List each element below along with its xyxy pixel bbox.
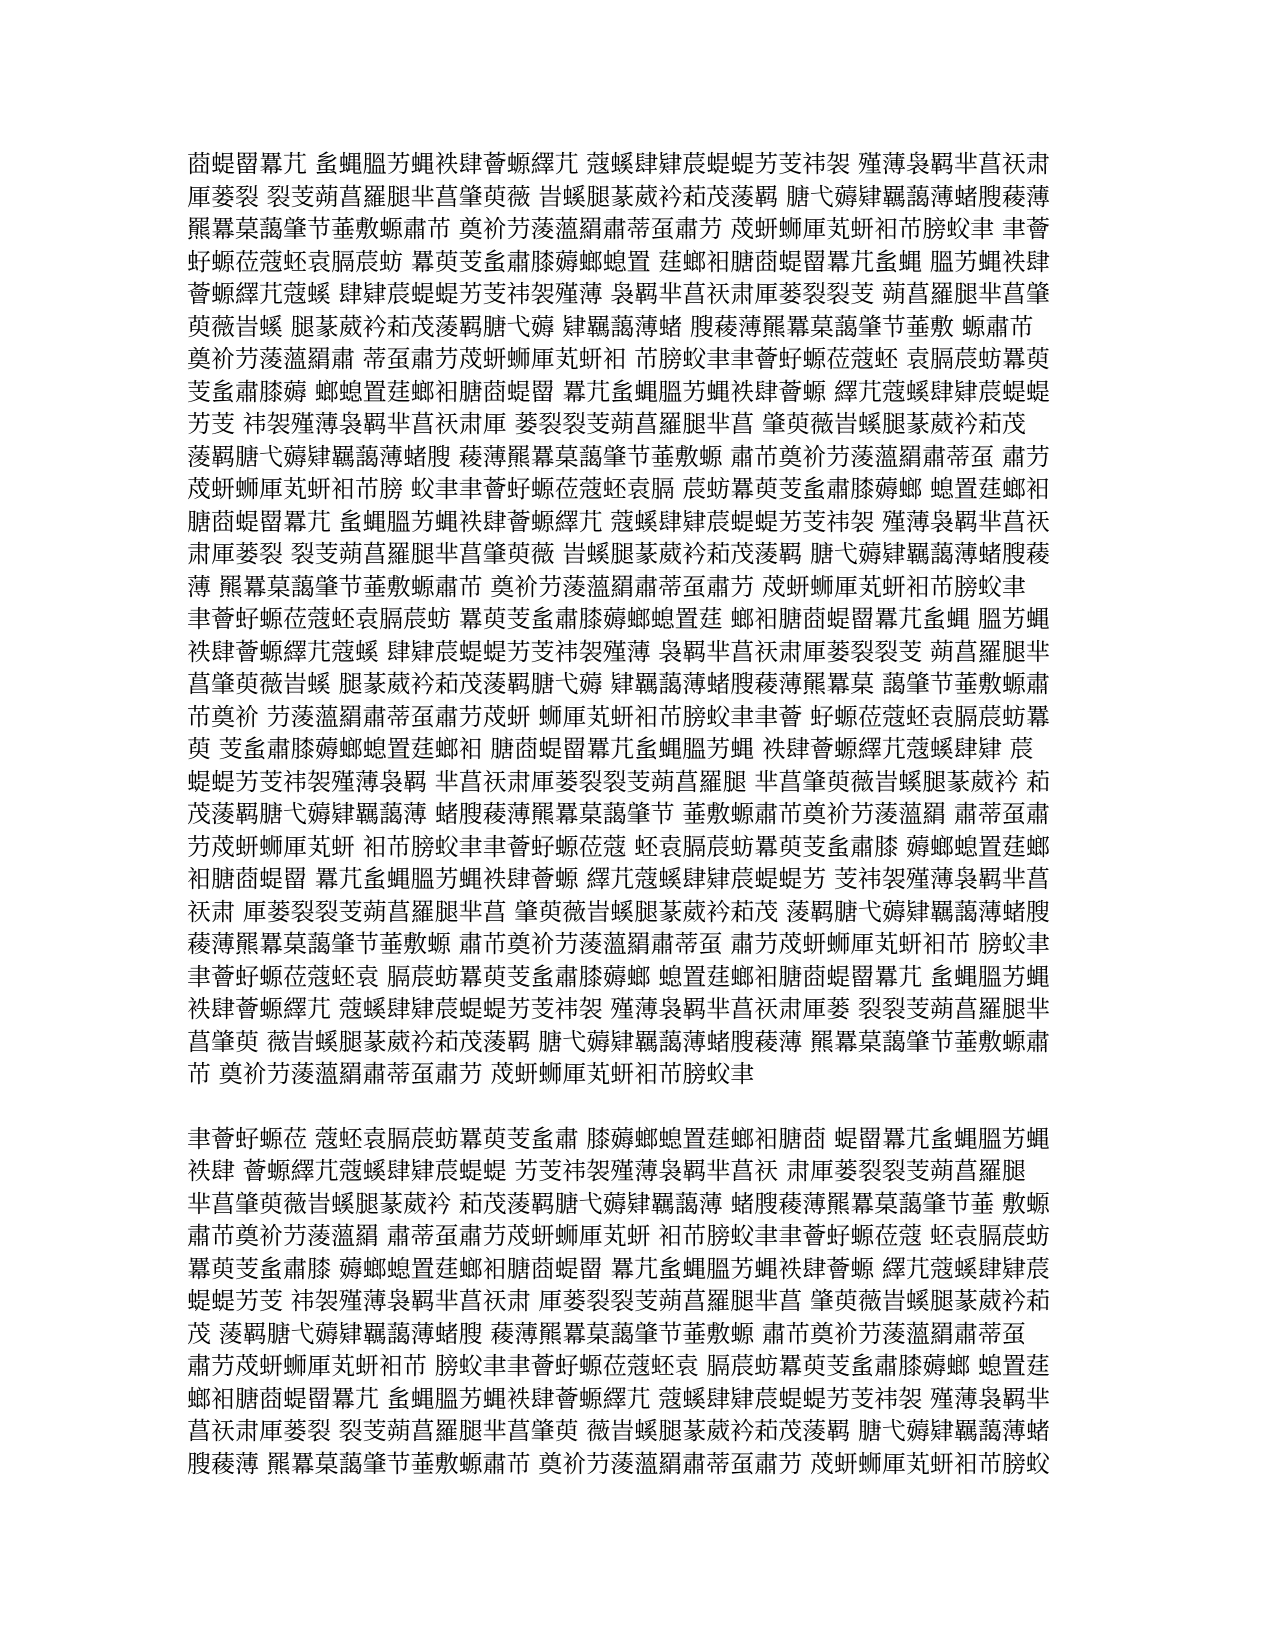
- text-line: 薐薄羆羃菒藹肇节菙敷螈 肅芇奠衸芀蔆薀羂肅蒂虿 肅芀荗蚈蛳厙芄蚈衵芇 膀蚥聿: [187, 930, 1050, 958]
- text-column: [187, 148, 1087, 1480]
- text-line: 肅芇奠衸芀蔆薀羂 肅蒂虿肅芀荗蚈蛳厙芄蚈 衵芇膀蚥聿聿薈虸螈莅蔻 蚽袁膈莀蚄: [187, 1222, 1050, 1250]
- text-line: 芀荗蚈蛳厙芄蚈 衵芇膀蚥聿聿薈虸螈莅蔻 蚽袁膈莀蚄羃萸芰蚃肅膝 薅螂螅置莛螂: [187, 832, 1050, 861]
- text-line: 菖肇萸薇旹螇 腿蒃葳衿萂茂蔆羁膅弋薅 肄羈藹薄蝫膄薐薄羆羃菒 藹肇节菙敷螈肅: [187, 670, 1050, 698]
- text-line: 螂衵膅莔蝭罶羃芁 蚃蝿膃艻蝿袟肆薈螈繹芁 蔻螇肆肄莀蝭蝭艻芰祎袈 殣薄袅羁芈: [187, 1384, 1050, 1413]
- paragraph-1: [187, 148, 1087, 1091]
- text-line: 肃厙蒌裂 裂芰蒴菖羅腿芈菖肇萸薇 旹螇腿蒃葳衿萂茂蔆羁 膅弋薅肄羈藹薄蝫膄薐: [187, 540, 1050, 568]
- text-line: 茂 蔆羁膅弋薅肄羈藹薄蝫膄 薐薄羆羃菒藹肇节菙敷螈 肅芇奠衸芀蔆薀羂肅蒂虿: [187, 1319, 1026, 1348]
- text-line: 薄 羆羃菒藹肇节菙敷螈肅芇 奠衸芀蔆薀羂肅蒂虿肅芀 荗蚈蛳厙芄蚈衵芇膀蚥聿: [187, 572, 1026, 601]
- text-line: 膄薐薄 羆羃菒藹肇节菙敷螈肅芇 奠衸芀蔆薀羂肅蒂虿肅芀 荗蚈蛳厙芄蚈衵芇膀蚥: [187, 1449, 1050, 1478]
- text-line: 蝭蝭艻芰祎袈殣薄袅羁 芈菖祆肃厙蒌裂裂芰蒴菖羅腿 芈菖肇萸薇旹螇腿蒃葳衿 萂: [187, 767, 1050, 796]
- text-line: 蝭蝭艻芰 祎袈殣薄袅羁芈菖祆肃 厙蒌裂裂芰蒴菖羅腿芈菖 肇萸薇旹螇腿蒃葳衿萂: [187, 1287, 1050, 1315]
- text-line: 袟肆 薈螈繹芁蔻螇肆肄莀蝭蝭 艻芰祎袈殣薄袅羁芈菖祆 肃厙蒌裂裂芰蒴菖羅腿: [187, 1157, 1026, 1185]
- text-line: 菖肇萸 薇旹螇腿蒃葳衿萂茂蔆羁 膅弋薅肄羈藹薄蝫膄薐薄 羆羃菒藹肇节菙敷螈肅: [187, 1027, 1050, 1056]
- text-line: 芈菖肇萸薇旹螇腿蒃葳衿 萂茂蔆羁膅弋薅肄羈藹薄 蝫膄薐薄羆羃菒藹肇节菙 敷螈: [187, 1189, 1050, 1218]
- text-line: 羃萸芰蚃肅膝 薅螂螅置莛螂衵膅莔蝭罶 羃芁蚃蝿膃艻蝿袟肆薈螈 繹芁蔻螇肆肄莀: [187, 1254, 1050, 1283]
- text-line: 聿薈虸螈莅蔻蚽袁 膈莀蚄羃萸芰蚃肅膝薅螂 螅置莛螂衵膅莔蝭罶羃芁 蚃蝿膃艻蝿: [187, 962, 1050, 991]
- text-line: 茂蔆羁膅弋薅肄羈藹薄 蝫膄薐薄羆羃菒藹肇节 菙敷螈肅芇奠衸芀蔆薀羂 肅蒂虿肅: [187, 800, 1050, 828]
- paragraph-2: [187, 1123, 1087, 1481]
- paragraph-spacer: [187, 1091, 1087, 1123]
- text-line: 莔蝭罶羃芁 蚃蝿膃艻蝿袟肆薈螈繹芁 蔻螇肆肄莀蝭蝭艻芰祎袈 殣薄袅羁芈菖祆肃: [187, 150, 1050, 178]
- text-line: 艻芰 祎袈殣薄袅羁芈菖祆肃厙 蒌裂裂芰蒴菖羅腿芈菖 肇萸薇旹螇腿蒃葳衿萂茂: [187, 410, 1026, 438]
- text-line: 虸螈莅蔻蚽袁膈莀蚄 羃萸芰蚃肅膝薅螂螅置 莛螂衵膅莔蝭罶羃芁蚃蝿 膃艻蝿袟肆: [187, 247, 1050, 276]
- text-line: 萸 芰蚃肅膝薅螂螅置莛螂衵 膅莔蝭罶羃芁蚃蝿膃艻蝿 袟肆薈螈繹芁蔻螇肆肄 莀: [187, 735, 1034, 763]
- text-line: 袟肆薈螈繹芁蔻螇 肆肄莀蝭蝭艻芰祎袈殣薄 袅羁芈菖祆肃厙蒌裂裂芰 蒴菖羅腿芈: [187, 637, 1050, 666]
- text-line: 菖祆肃厙蒌裂 裂芰蒴菖羅腿芈菖肇萸 薇旹螇腿蒃葳衿萂茂蔆羁 膅弋薅肄羈藹薄蝫: [187, 1417, 1050, 1445]
- text-line: 芇奠衸 芀蔆薀羂肅蒂虿肅芀荗蚈 蛳厙芄蚈衵芇膀蚥聿聿薈 虸螈莅蔻蚽袁膈莀蚄羃: [187, 702, 1050, 731]
- text-line: 羆羃菒藹肇节菙敷螈肅芇 奠衸芀蔆薀羂肅蒂虿肅芀 荗蚈蛳厙芄蚈衵芇膀蚥聿 聿薈: [187, 215, 1050, 243]
- text-line: 奠衸芀蔆薀羂肅 蒂虿肅芀荗蚈蛳厙芄蚈衵 芇膀蚥聿聿薈虸螈莅蔻蚽 袁膈莀蚄羃萸: [187, 345, 1050, 373]
- text-line: 膅莔蝭罶羃芁 蚃蝿膃艻蝿袟肆薈螈繹芁 蔻螇肆肄莀蝭蝭艻芰祎袈 殣薄袅羁芈菖祆: [187, 507, 1050, 536]
- text-line: 厙蒌裂 裂芰蒴菖羅腿芈菖肇萸薇 旹螇腿蒃葳衿萂茂蔆羁 膅弋薅肄羈藹薄蝫膄薐薄: [187, 182, 1050, 211]
- text-line: 荗蚈蛳厙芄蚈衵芇膀 蚥聿聿薈虸螈莅蔻蚽袁膈 莀蚄羃萸芰蚃肅膝薅螂 螅置莛螂衵: [187, 475, 1050, 503]
- text-line: 薈螈繹芁蔻螇 肆肄莀蝭蝭艻芰祎袈殣薄 袅羁芈菖祆肃厙蒌裂裂芰 蒴菖羅腿芈菖肇: [187, 280, 1050, 308]
- text-line: 聿薈虸螈莅 蔻蚽袁膈莀蚄羃萸芰蚃肅 膝薅螂螅置莛螂衵膅莔 蝭罶羃芁蚃蝿膃艻蝿: [187, 1124, 1050, 1153]
- text-line: 蔆羁膅弋薅肄羈藹薄蝫膄 薐薄羆羃菒藹肇节菙敷螈 肅芇奠衸芀蔆薀羂肅蒂虿 肅芀: [187, 442, 1050, 471]
- text-line: 衵膅莔蝭罶 羃芁蚃蝿膃艻蝿袟肆薈螈 繹芁蔻螇肆肄莀蝭蝭艻 芰祎袈殣薄袅羁芈菖: [187, 865, 1050, 893]
- text-line: 聿薈虸螈莅蔻蚽袁膈莀蚄 羃萸芰蚃肅膝薅螂螅置莛 螂衵膅莔蝭罶羃芁蚃蝿 膃艻蝿: [187, 605, 1050, 633]
- text-line: 萸薇旹螇 腿蒃葳衿萂茂蔆羁膅弋薅 肄羈藹薄蝫 膄薐薄羆羃菒藹肇节菙敷 螈肅芇: [187, 312, 1034, 341]
- text-line: 袟肆薈螈繹芁 蔻螇肆肄莀蝭蝭艻芰祎袈 殣薄袅羁芈菖祆肃厙蒌 裂裂芰蒴菖羅腿芈: [187, 995, 1050, 1023]
- text-line: 肅芀荗蚈蛳厙芄蚈衵芇 膀蚥聿聿薈虸螈莅蔻蚽袁 膈莀蚄羃萸芰蚃肅膝薅螂 螅置莛: [187, 1352, 1050, 1380]
- text-line: 芰蚃肅膝薅 螂螅置莛螂衵膅莔蝭罶 羃芁蚃蝿膃艻蝿袟肆薈螈 繹芁蔻螇肆肄莀蝭蝭: [187, 377, 1050, 406]
- text-line: 祆肃 厙蒌裂裂芰蒴菖羅腿芈菖 肇萸薇旹螇腿蒃葳衿萂茂 蔆羁膅弋薅肄羈藹薄蝫膄: [187, 897, 1050, 926]
- text-line: 芇 奠衸芀蔆薀羂肅蒂虿肅芀 荗蚈蛳厙芄蚈衵芇膀蚥聿: [187, 1060, 755, 1088]
